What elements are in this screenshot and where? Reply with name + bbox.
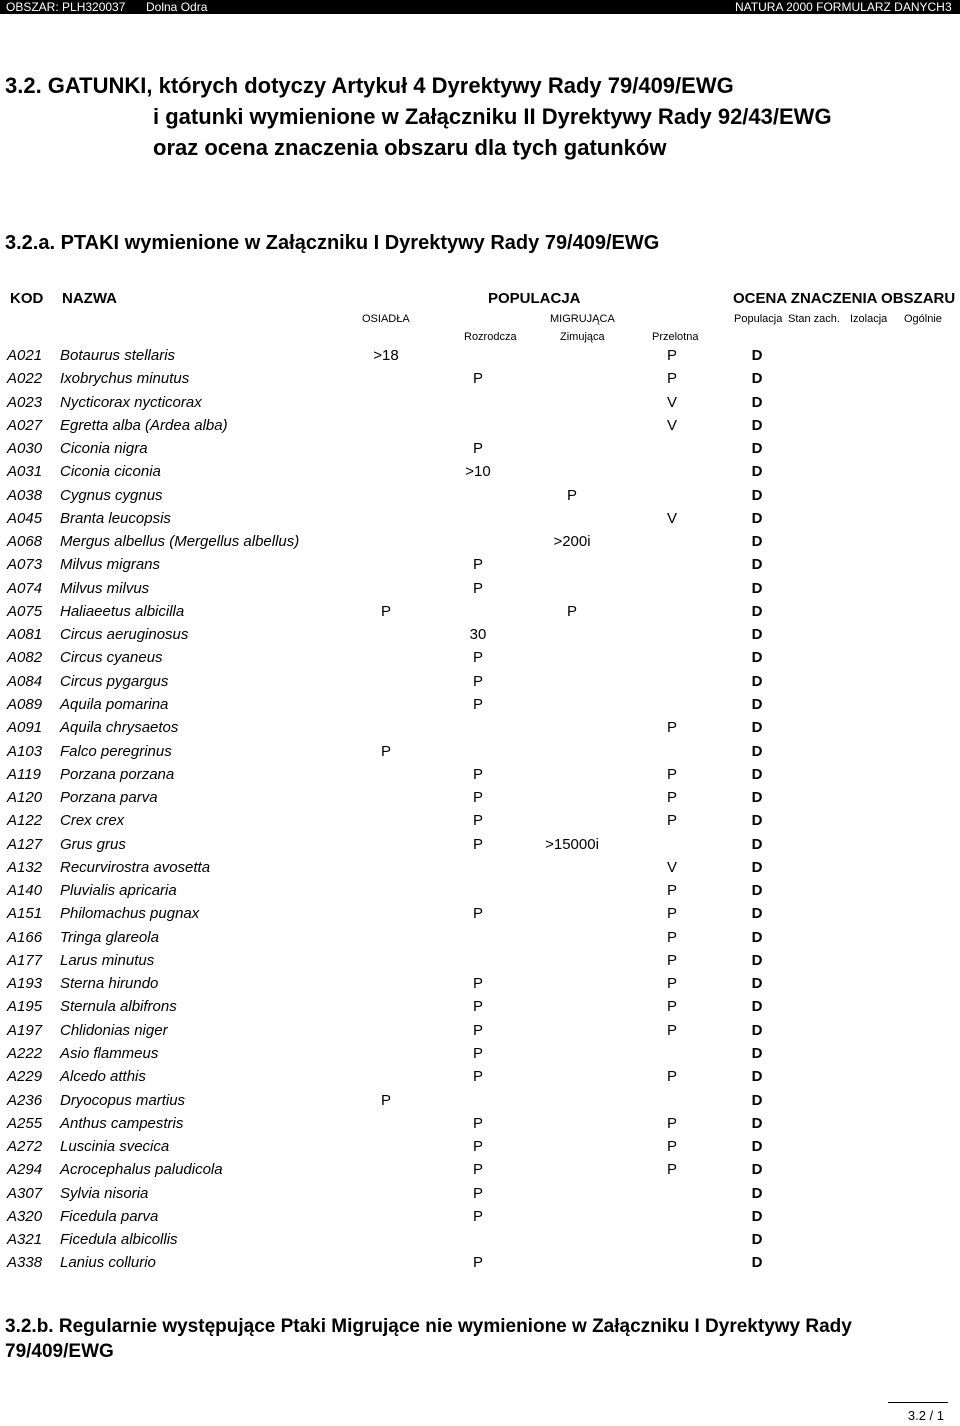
table-row [0,834,960,857]
cell-osiadla: >18 [373,347,399,364]
table-row [0,554,960,577]
footer-rule [888,1402,948,1403]
species-name: Anthus campestris [60,1114,184,1132]
header-ogolnie: Ogólnie [904,313,942,325]
species-name: Sylvia nisoria [60,1184,149,1202]
cell-populacja: D [751,393,763,411]
cell-rozrodcza: P [472,1044,484,1062]
cell-rozrodcza: P [472,649,484,667]
cell-populacja: D [751,951,763,969]
table-row [0,857,960,880]
cell-przelotna: P [666,905,678,923]
cell-przelotna: P [666,1138,678,1156]
table-row [0,368,960,391]
cell-przelotna: P [666,1114,678,1132]
cell-przelotna: P [666,975,678,993]
species-name: Larus minutus [60,951,155,969]
table-row [0,996,960,1019]
cell-przelotna: P [666,370,678,388]
cell-populacja: D [751,602,763,620]
species-code: A089 [7,695,43,713]
table-row [0,694,960,717]
table-row [0,392,960,415]
cell-przelotna: P [666,1021,678,1039]
subsection-b-title: 3.2.b. Regularnie występujące Ptaki Migrujące nie wymienione w Załączniku I Dyrektywy Rady 79/409/EWG [5,1316,852,1362]
species-code: A120 [7,789,43,807]
site-name: Dolna Odra [146,0,208,14]
table-row [0,741,960,764]
species-name: Acrocephalus paludicola [60,1161,223,1179]
table-row [0,647,960,670]
cell-przelotna: P [666,789,678,807]
species-code: A119 [7,765,41,783]
cell-populacja: D [751,835,763,853]
cell-rozrodcza: P [472,1068,484,1086]
cell-populacja: D [751,998,763,1016]
header-izolacja: Izolacja [850,313,888,325]
footer-page-label: 3.2 / 1 [907,1408,944,1423]
table-row [0,1183,960,1206]
section-title [5,70,832,163]
species-name: Porzana parva [60,789,158,807]
species-code: A166 [7,928,43,946]
species-code: A177 [7,951,43,969]
header-stan-zach: Stan zach. [788,313,840,325]
cell-przelotna: V [666,416,678,434]
species-code: A082 [7,649,43,667]
cell-rozrodcza: P [472,975,484,993]
cell-rozrodcza: P [472,695,484,713]
cell-przelotna: P [666,951,678,969]
cell-populacja: D [751,882,763,900]
table-row [0,508,960,531]
form-title: NATURA 2000 FORMULARZ DANYCH [735,0,945,14]
top-header-bar [0,0,960,14]
table-row [0,1066,960,1089]
cell-przelotna: P [666,998,678,1016]
site-code: OBSZAR: PLH320037 [6,0,126,14]
species-code: A031 [7,463,43,481]
species-code: A084 [7,672,43,690]
section-title-line-3: oraz ocena znaczenia obszaru dla tych gatunków [153,135,667,160]
cell-przelotna: P [666,812,678,830]
cell-przelotna: P [666,1161,678,1179]
cell-populacja: D [751,1207,763,1225]
cell-populacja: D [751,789,763,807]
cell-populacja: D [751,1254,763,1272]
header-ocena: OCENA ZNACZENIA OBSZARU [733,290,956,307]
species-name: Aquila pomarina [60,695,169,713]
cell-rozrodcza: P [472,905,484,923]
species-name: Luscinia svecica [60,1138,170,1156]
species-code: A320 [7,1207,43,1225]
species-code: A091 [7,719,43,737]
cell-rozrodcza: >10 [465,463,491,481]
cell-populacja: D [751,1091,763,1109]
species-name: Milvus milvus [60,579,150,597]
table-row [0,671,960,694]
cell-populacja: D [751,719,763,737]
cell-populacja: D [751,1231,763,1249]
table-row [0,1206,960,1229]
cell-populacja: D [751,509,763,527]
cell-populacja: D [751,463,763,481]
table-row [0,950,960,973]
header-nazwa: NAZWA [62,290,117,307]
species-name: Ixobrychus minutus [60,370,190,388]
header-osiadla: OSIADŁA [362,313,410,325]
cell-populacja: D [751,1114,763,1132]
species-code: A074 [7,579,43,597]
species-name: Recurvirostra avosetta [60,858,211,876]
cell-zimujaca: P [566,486,578,504]
species-name: Nycticorax nycticorax [60,393,202,411]
species-name: Falco peregrinus [60,742,172,760]
cell-rozrodcza: P [472,370,484,388]
table-row [0,1043,960,1066]
cell-osiadla: P [380,742,392,760]
species-name: Branta leucopsis [60,509,171,527]
table-row [0,973,960,996]
species-code: A195 [7,998,43,1016]
cell-rozrodcza: P [472,998,484,1016]
section-title-line-2: i gatunki wymienione w Załączniku II Dyrektywy Rady 92/43/EWG [153,104,832,129]
cell-rozrodcza: 30 [469,626,487,644]
page-number: 3 [945,0,952,14]
species-code: A197 [7,1021,43,1039]
table-row [0,1020,960,1043]
cell-populacja: D [751,1184,763,1202]
species-code: A307 [7,1184,43,1202]
species-name: Sterna hirundo [60,975,159,993]
cell-zimujaca: >200i [553,533,591,551]
species-name: Circus cyaneus [60,649,163,667]
table-row [0,438,960,461]
species-code: A075 [7,602,43,620]
cell-rozrodcza: P [472,789,484,807]
table-row [0,624,960,647]
cell-przelotna: P [666,347,678,364]
cell-rozrodcza: P [472,556,484,574]
species-name: Botaurus stellaris [60,347,176,364]
species-name: Alcedo atthis [60,1068,146,1086]
cell-zimujaca: >15000i [545,835,599,853]
species-code: A222 [7,1044,43,1062]
cell-populacja: D [751,579,763,597]
species-code: A255 [7,1114,43,1132]
species-code: A068 [7,533,43,551]
table-row [0,717,960,740]
species-code: A236 [7,1091,43,1109]
cell-populacja: D [751,649,763,667]
cell-populacja: D [751,858,763,876]
cell-populacja: D [751,812,763,830]
species-code: A081 [7,626,43,644]
table-row [0,810,960,833]
cell-populacja: D [751,440,763,458]
species-code: A027 [7,416,43,434]
cell-przelotna: P [666,765,678,783]
species-code: A023 [7,393,43,411]
species-code: A272 [7,1138,43,1156]
cell-populacja: D [751,1021,763,1039]
species-name: Chlidonias niger [60,1021,168,1039]
cell-populacja: D [751,905,763,923]
species-name: Porzana porzana [60,765,175,783]
cell-populacja: D [751,1068,763,1086]
species-code: A338 [7,1254,43,1272]
species-code: A127 [7,835,43,853]
cell-rozrodcza: P [472,1254,484,1272]
species-code: A021 [7,347,43,364]
cell-populacja: D [751,1044,763,1062]
table-row [0,578,960,601]
species-name: Ficedula parva [60,1207,159,1225]
species-name: Tringa glareola [60,928,159,946]
species-code: A073 [7,556,43,574]
species-table-body [0,345,960,1276]
table-row [0,764,960,787]
species-code: A038 [7,486,43,504]
cell-rozrodcza: P [472,440,484,458]
species-name: Ficedula albicollis [60,1231,178,1249]
header-migrujaca: MIGRUJĄCA [550,313,615,325]
species-name: Sternula albifrons [60,998,177,1016]
table-row [0,787,960,810]
cell-przelotna: V [666,858,678,876]
cell-populacja: D [751,347,763,364]
table-row [0,927,960,950]
cell-populacja: D [751,626,763,644]
species-name: Circus aeruginosus [60,626,189,644]
cell-populacja: D [751,1161,763,1179]
header-przelotna: Przelotna [652,331,699,343]
species-name: Dryocopus martius [60,1091,186,1109]
cell-rozrodcza: P [472,579,484,597]
table-row [0,1090,960,1113]
species-name: Lanius collurio [60,1254,156,1272]
cell-populacja: D [751,672,763,690]
cell-rozrodcza: P [472,1021,484,1039]
table-row [0,531,960,554]
species-code: A140 [7,882,43,900]
header-kod: KOD [10,290,44,307]
species-name: Cygnus cygnus [60,486,163,504]
table-row [0,1113,960,1136]
species-name: Milvus migrans [60,556,161,574]
species-code: A045 [7,509,43,527]
species-name: Pluvialis apricaria [60,882,177,900]
table-row [0,1252,960,1275]
cell-populacja: D [751,695,763,713]
cell-rozrodcza: P [472,765,484,783]
species-name: Mergus albellus (Mergellus albellus) [60,533,300,551]
header-populacja: POPULACJA [488,290,581,307]
cell-populacja: D [751,486,763,504]
cell-populacja: D [751,1138,763,1156]
cell-rozrodcza: P [472,835,484,853]
section-title-line-1: 3.2. GATUNKI, których dotyczy Artykuł 4 Dyrektywy Rady 79/409/EWG [5,73,734,98]
species-name: Aquila chrysaetos [60,719,179,737]
table-row [0,1136,960,1159]
cell-populacja: D [751,975,763,993]
species-code: A122 [7,812,43,830]
species-name: Philomachus pugnax [60,905,200,923]
cell-rozrodcza: P [472,812,484,830]
cell-populacja: D [751,370,763,388]
table-row [0,1229,960,1252]
cell-populacja: D [751,533,763,551]
cell-populacja: D [751,556,763,574]
cell-populacja: D [751,765,763,783]
species-name: Ciconia ciconia [60,463,161,481]
table-row [0,415,960,438]
cell-rozrodcza: P [472,1114,484,1132]
cell-rozrodcza: P [472,1161,484,1179]
species-code: A022 [7,370,43,388]
cell-przelotna: P [666,719,678,737]
species-code: A151 [7,905,43,923]
table-row [0,345,960,368]
cell-populacja: D [751,928,763,946]
cell-przelotna: P [666,882,678,900]
species-name: Crex crex [60,812,125,830]
table-row [0,903,960,926]
cell-osiadla: P [380,602,392,620]
species-name: Circus pygargus [60,672,169,690]
subsection-a-title: 3.2.a. PTAKI wymienione w Załączniku I Dyrektywy Rady 79/409/EWG [5,232,660,254]
table-row [0,461,960,484]
header-rozrodcza: Rozrodcza [464,331,517,343]
table-row [0,1159,960,1182]
cell-przelotna: V [666,509,678,527]
cell-przelotna: P [666,928,678,946]
table-row [0,485,960,508]
species-code: A321 [7,1231,43,1249]
cell-zimujaca: P [566,602,578,620]
species-code: A132 [7,858,43,876]
cell-przelotna: P [666,1068,678,1086]
cell-rozrodcza: P [472,1138,484,1156]
species-name: Asio flammeus [60,1044,159,1062]
species-code: A294 [7,1161,43,1179]
cell-przelotna: V [666,393,678,411]
species-name: Egretta alba (Ardea alba) [60,416,228,434]
cell-osiadla: P [380,1091,392,1109]
cell-populacja: D [751,416,763,434]
species-name: Ciconia nigra [60,440,148,458]
species-code: A103 [7,742,43,760]
header-zimujaca: Zimująca [560,331,605,343]
cell-rozrodcza: P [472,1184,484,1202]
species-code: A229 [7,1068,43,1086]
species-code: A193 [7,975,43,993]
species-code: A030 [7,440,43,458]
cell-populacja: D [751,742,763,760]
species-name: Haliaeetus albicilla [60,602,185,620]
table-row [0,880,960,903]
species-name: Grus grus [60,835,126,853]
cell-rozrodcza: P [472,1207,484,1225]
cell-rozrodcza: P [472,672,484,690]
table-row [0,601,960,624]
header-populacja-ocena: Populacja [734,313,783,325]
